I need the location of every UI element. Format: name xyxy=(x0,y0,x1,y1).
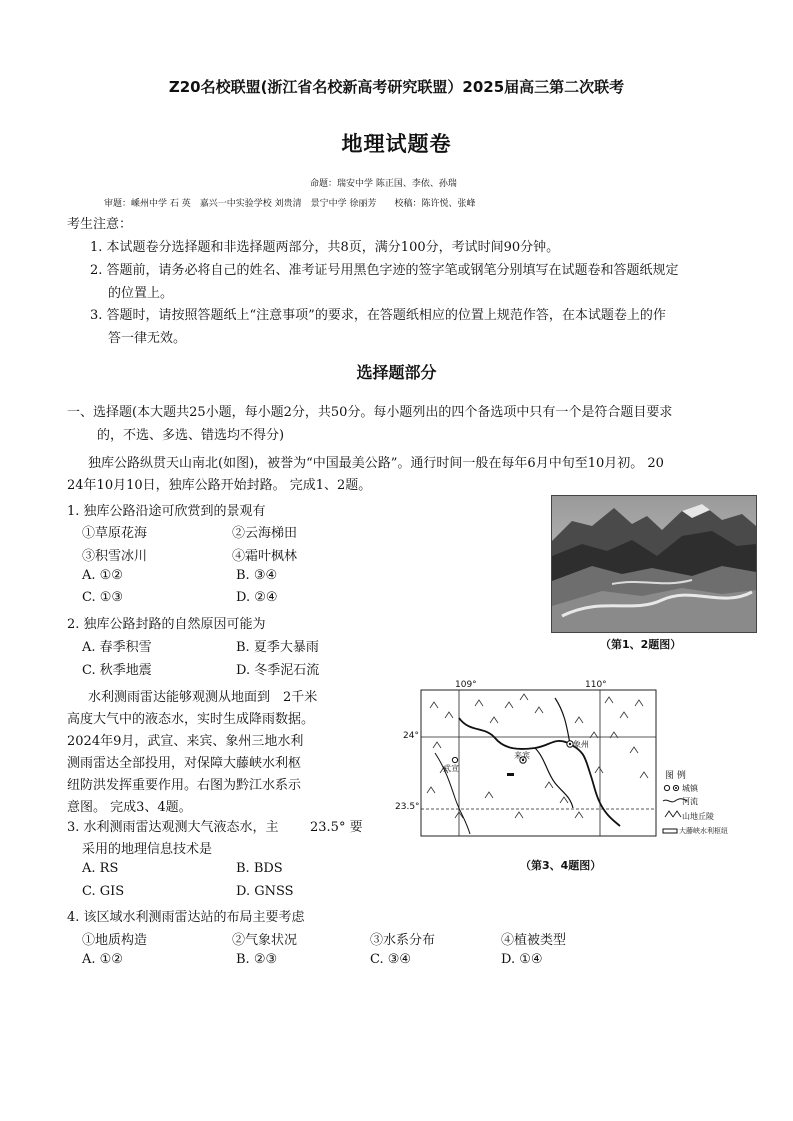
q4-opt-2: ②气象状况 xyxy=(232,933,298,948)
passage1-line1: 独库公路纵贯天山南北(如图)，被誉为“中国最美公路”。通行时间一般在每年6月中旬至10月初。 20 xyxy=(88,456,664,471)
notice-item-2: 2. 答题前，请务必将自己的姓名、准考证号用黑色字迹的签字笔或钢笔分别填写在试题卷和答题纸规定 xyxy=(90,263,679,278)
q4-opt-1: ①地质构造 xyxy=(82,933,148,948)
q1-choice-c: C. ①③ xyxy=(82,590,124,605)
q4-choice-c: C. ③④ xyxy=(370,952,412,967)
q4-choice-d: D. ①④ xyxy=(501,952,543,967)
q1-choice-a: A. ①② xyxy=(82,568,123,583)
notice-item-1: 1. 本试题卷分选择题和非选择题两部分，共8页，满分100分，考试时间90分钟。 xyxy=(90,240,560,255)
passage2-line2: 高度大气中的液态水，实时生成降雨数据。 xyxy=(67,712,315,727)
q3-stem-cont: 采用的地理信息技术是 xyxy=(82,842,213,857)
notice-item-3: 3. 答题时，请按照答题纸上“注意事项”的要求，在答题纸相应的位置上规范作答，在本试题卷上的作 xyxy=(90,308,666,323)
q4-opt-4: ④植被类型 xyxy=(501,933,567,948)
q4-choice-a: A. ①② xyxy=(82,952,123,967)
q2-choice-b: B. 夏季大暴雨 xyxy=(236,640,319,655)
q1-opt-3: ③积雪冰川 xyxy=(82,549,148,564)
q1-stem: 1. 独库公路沿途可欣赏到的景观有 xyxy=(67,504,266,519)
map-graphic xyxy=(395,678,705,858)
part1-instruction: 一、选择题(本大题共25小题，每小题2分，共50分。每小题列出的四个备选项中只有一个是符合题目要求 xyxy=(67,405,673,420)
q2-choice-d: D. 冬季泥石流 xyxy=(236,663,320,678)
q4-opt-3: ③水系分布 xyxy=(370,933,436,948)
notice-label: 考生注意： xyxy=(67,217,133,232)
map-caption: （第3、4题图） xyxy=(520,859,602,872)
lat-label-23-5: 23.5° xyxy=(395,802,420,812)
legend-town: 城镇 xyxy=(682,784,698,793)
q3-overlap-text: 23.5° 要 xyxy=(310,820,363,835)
photo-caption: （第1、2题图） xyxy=(600,638,682,651)
q3-stem: 3. 水利测雨雷达观测大气液态水，主 xyxy=(67,820,279,835)
q1-opt-4: ④霜叶枫林 xyxy=(232,549,298,564)
lon-label-110: 110° xyxy=(585,680,607,690)
duku-highway-photo xyxy=(551,495,757,633)
town-wuxuan: 武宣 xyxy=(443,764,459,773)
qianjiang-river-map xyxy=(395,678,728,858)
q3-choice-b: B. BDS xyxy=(236,861,283,876)
lon-label-109: 109° xyxy=(455,680,477,690)
q3-choice-c: C. GIS xyxy=(82,884,125,899)
q4-stem: 4. 该区域水利测雨雷达站的布局主要考虑 xyxy=(67,910,305,925)
subject-title: 地理试题卷 xyxy=(341,131,452,156)
town-xiangzhou: 象州 xyxy=(573,740,589,749)
q2-choice-a: A. 春季积雪 xyxy=(82,640,152,655)
passage2-line5: 纽防洪发挥重要作用。右图为黔江水系示 xyxy=(67,778,302,793)
legend-hills: 山地丘陵 xyxy=(682,812,714,821)
q4-choice-b: B. ②③ xyxy=(236,952,278,967)
q1-choice-d: D. ②④ xyxy=(236,590,278,605)
legend-river: 河流 xyxy=(682,797,698,806)
notice-item-2-cont: 的位置上。 xyxy=(108,286,174,301)
q1-opt-1: ①草原花海 xyxy=(82,526,148,541)
notice-item-3-cont: 答一律无效。 xyxy=(108,331,187,346)
lat-label-24: 24° xyxy=(403,731,419,741)
authors-line-1: 命题：瑞安中学 陈正国、李依、孙瑞 xyxy=(310,179,457,189)
part1-instruction-cont: 的，不选、多选、错选均不得分) xyxy=(97,428,285,443)
q3-choice-a: A. RS xyxy=(82,861,119,876)
passage2-line3: 2024年9月，武宣、来宾、象州三地水利 xyxy=(67,734,304,749)
legend-dam: 大藤峡水利枢纽 xyxy=(679,827,728,835)
legend-title: 图 例 xyxy=(665,771,686,781)
q2-choice-c: C. 秋季地震 xyxy=(82,663,152,678)
q2-stem: 2. 独库公路封路的自然原因可能为 xyxy=(67,617,266,632)
q3-choice-d: D. GNSS xyxy=(236,884,294,899)
q1-choice-b: B. ③④ xyxy=(236,568,278,583)
authors-line-2: 审题：嵊州中学 石 英 嘉兴一中实验学校 刘贵清 景宁中学 徐丽芳 校稿：陈许悦、张峰 xyxy=(104,199,476,209)
passage2-line6: 意图。 完成3、4题。 xyxy=(67,800,192,815)
town-laibin: 来宾 xyxy=(514,751,530,760)
passage2-line1: 水利测雨雷达能够观测从地面到 2千米 xyxy=(88,690,318,705)
passage1-line2: 24年10月10日，独库公路开始封路。 完成1、2题。 xyxy=(67,478,372,493)
section-title: 选择题部分 xyxy=(356,363,437,382)
passage2-line4: 测雨雷达全部投用，对保障大藤峡水利枢 xyxy=(67,756,302,771)
q1-opt-2: ②云海梯田 xyxy=(232,526,298,541)
exam-title: Z20名校联盟(浙江省名校新高考研究联盟）2025届高三第二次联考 xyxy=(168,78,625,96)
